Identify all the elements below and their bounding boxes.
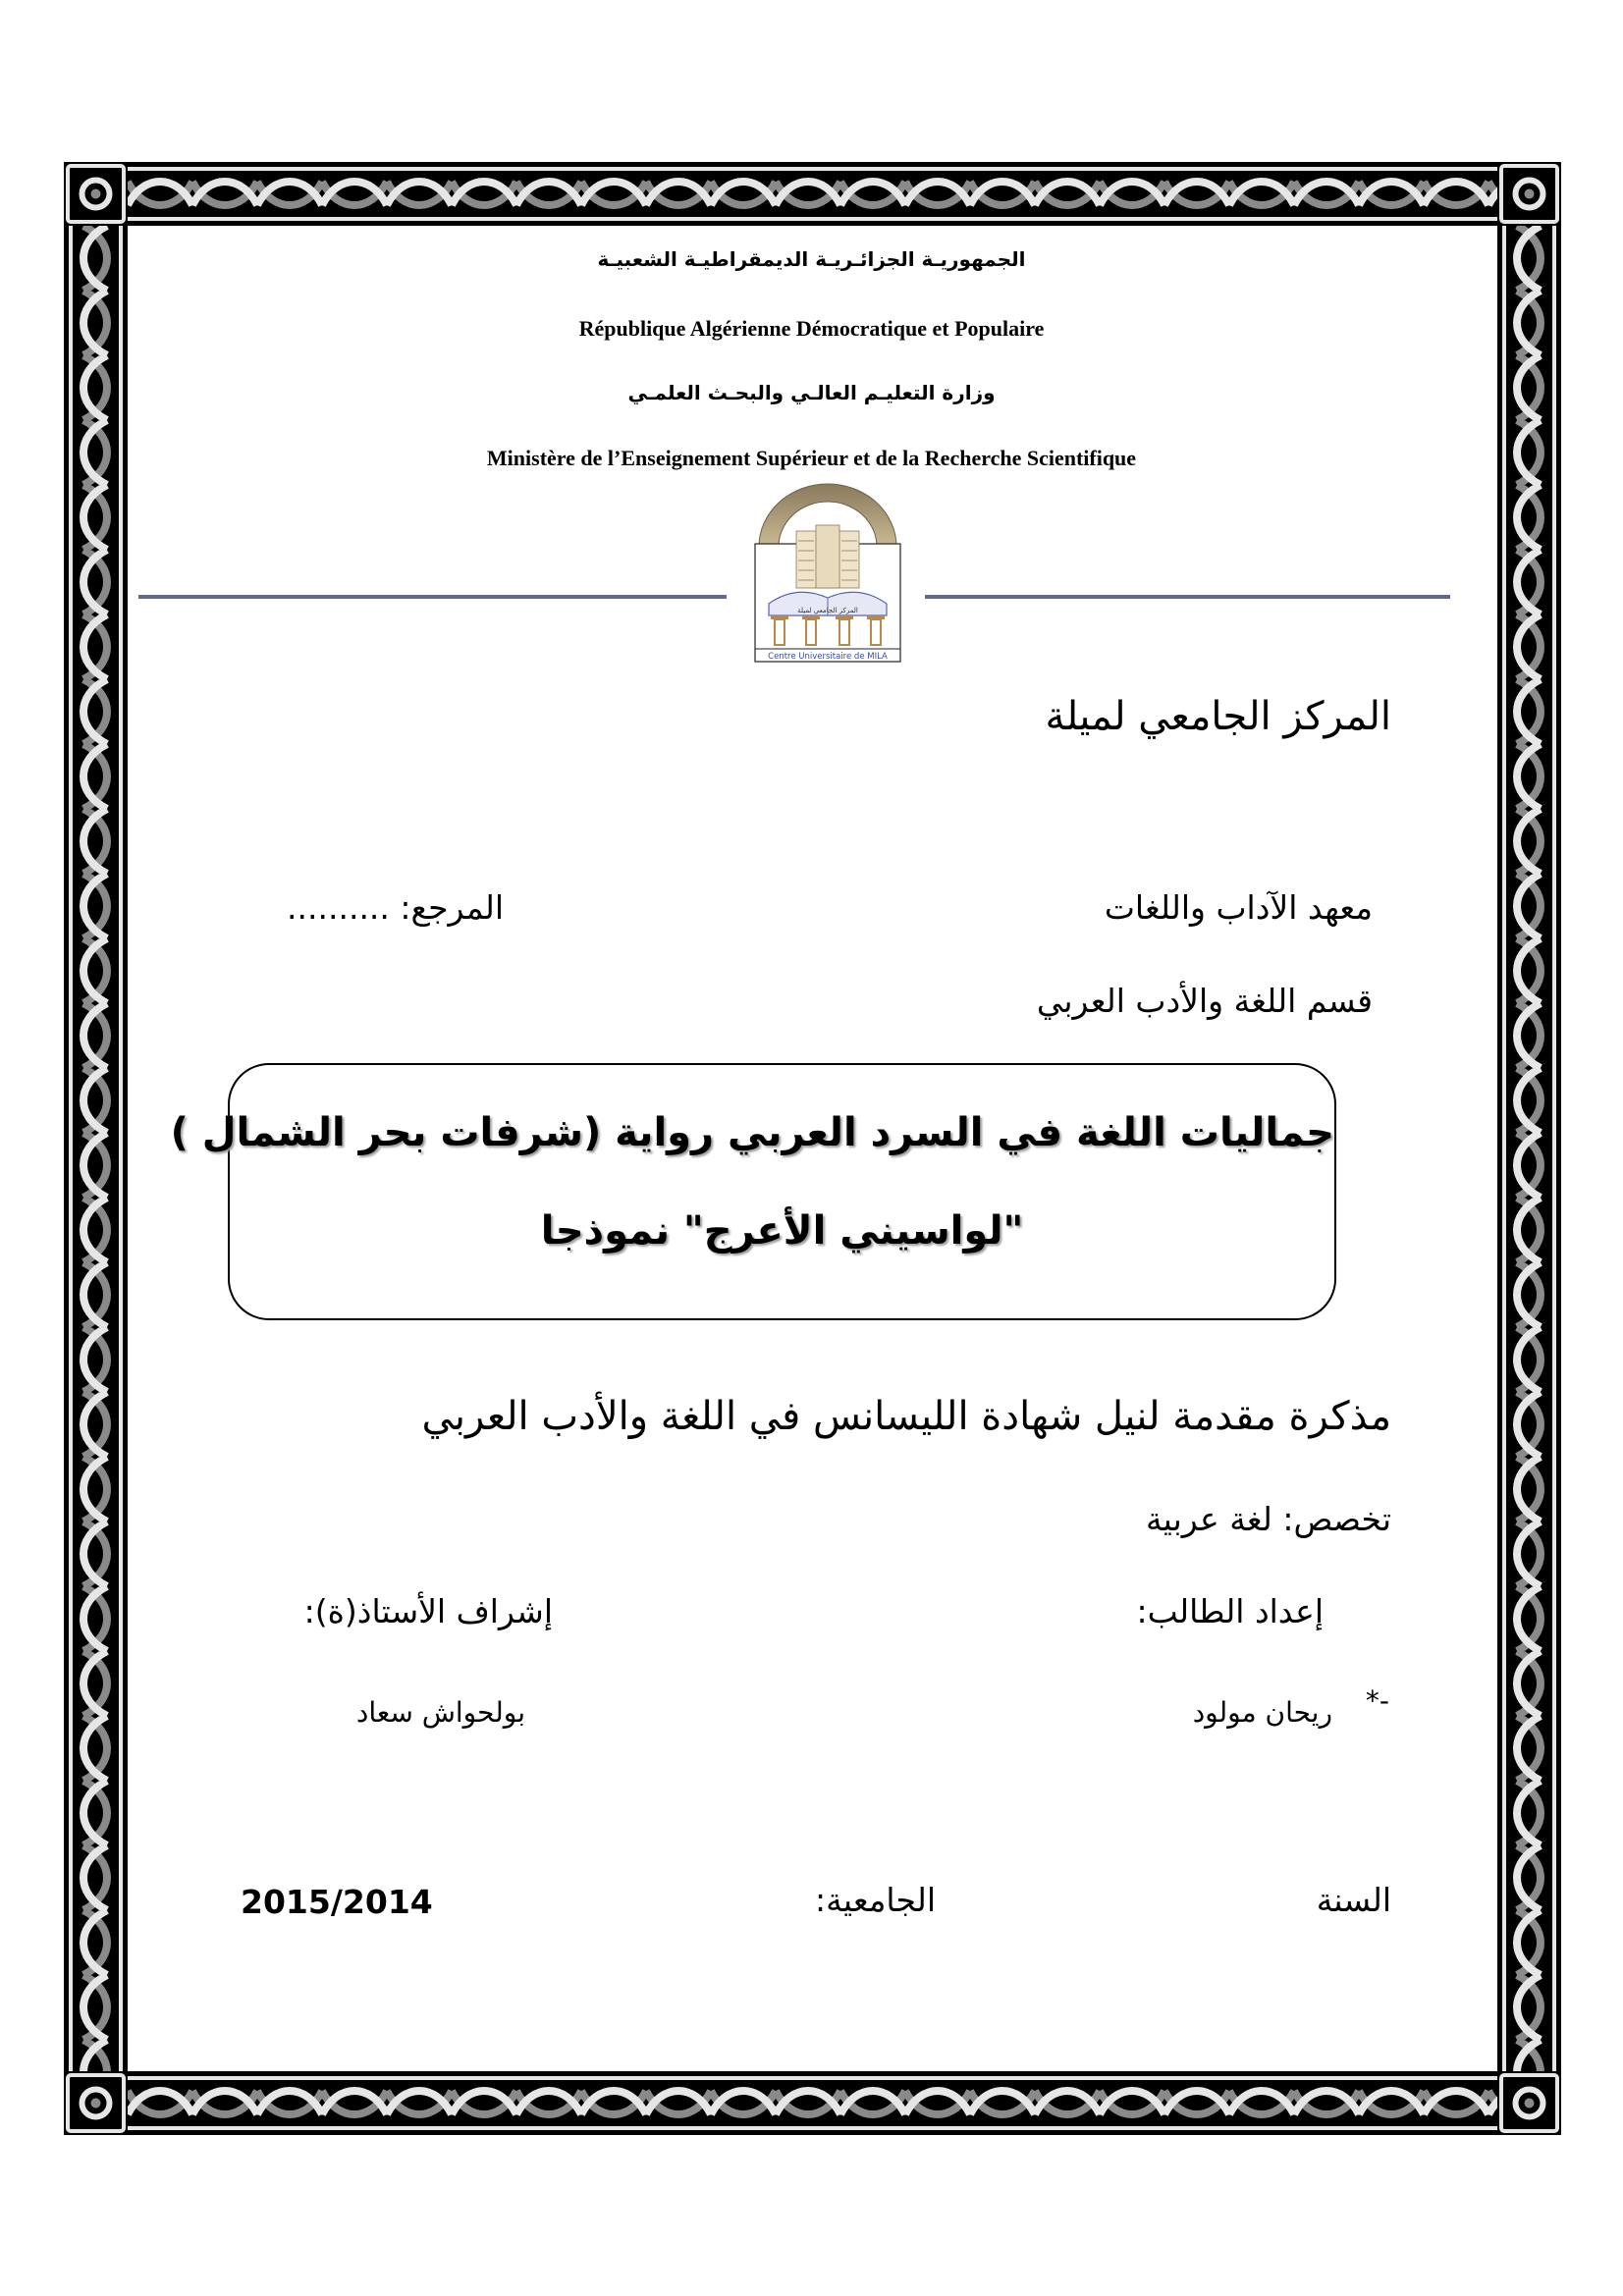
ministry-french: Ministère de l’Enseignement Supérieur et de la Recherche Scientifique: [486, 446, 1137, 470]
prepared-by-label: إعداد الطالب:: [1136, 1592, 1324, 1630]
border-corner-ring-icon: [1497, 162, 1561, 226]
ministry-arabic: وزارة التعليـم العالـي والبحـث العلمـي: [627, 381, 996, 404]
thesis-purpose: مذكرة مقدمة لنيل شهادة الليسانس في اللغة والأدب العربي: [421, 1394, 1391, 1439]
department-name: قسم اللغة والأدب العربي: [1036, 982, 1373, 1020]
center-name: المركز الجامعي لميلة: [1045, 694, 1391, 739]
border-band-bottom: [128, 2071, 1497, 2135]
institute-name: معهد الآداب واللغات: [1104, 888, 1373, 927]
republic-arabic: الجمهوريـة الجزائـريـة الديمقراطيـة الشعبيـة: [597, 247, 1026, 271]
logo-banner-text: المركز الجامعي لميلة: [797, 607, 858, 614]
border-band-top: [128, 162, 1497, 226]
student-bullet: *-: [1365, 1684, 1389, 1717]
border-corner-ring-icon: [64, 2071, 128, 2135]
specialty: تخصص: لغة عربية: [1145, 1500, 1391, 1538]
student-name: ريحان مولود: [1192, 1696, 1332, 1729]
logo-caption: Centre Universitaire de MILA: [768, 652, 888, 662]
republic-french: République Algérienne Démocratique et Populaire: [578, 316, 1045, 341]
thesis-title-box: [170, 1063, 1336, 1320]
border-corner-ring-icon: [64, 162, 128, 226]
border-band-left: [64, 226, 128, 2071]
border-corner-ring-icon: [1497, 2071, 1561, 2135]
thesis-title-line-1: جماليات اللغة في السرد العربي رواية (شرفات بحر الشمال ): [170, 1110, 1334, 1155]
academic-label: الجامعية:: [815, 1881, 936, 1919]
thesis-title-line-2: "لواسيني الأعرج" نموذجا: [540, 1208, 1024, 1254]
university-logo: [747, 482, 908, 665]
year-label: السنة: [1316, 1881, 1391, 1919]
header-rule-left: [138, 595, 727, 599]
header-rule-right: [925, 595, 1450, 599]
academic-year: 2015/2014: [241, 1883, 433, 1921]
border-band-right: [1497, 226, 1561, 2071]
reference-field: المرجع: ..........: [287, 888, 504, 927]
supervisor-name: بولحواش سعاد: [355, 1696, 525, 1729]
supervisor-label: إشراف الأستاذ(ة):: [303, 1592, 553, 1630]
